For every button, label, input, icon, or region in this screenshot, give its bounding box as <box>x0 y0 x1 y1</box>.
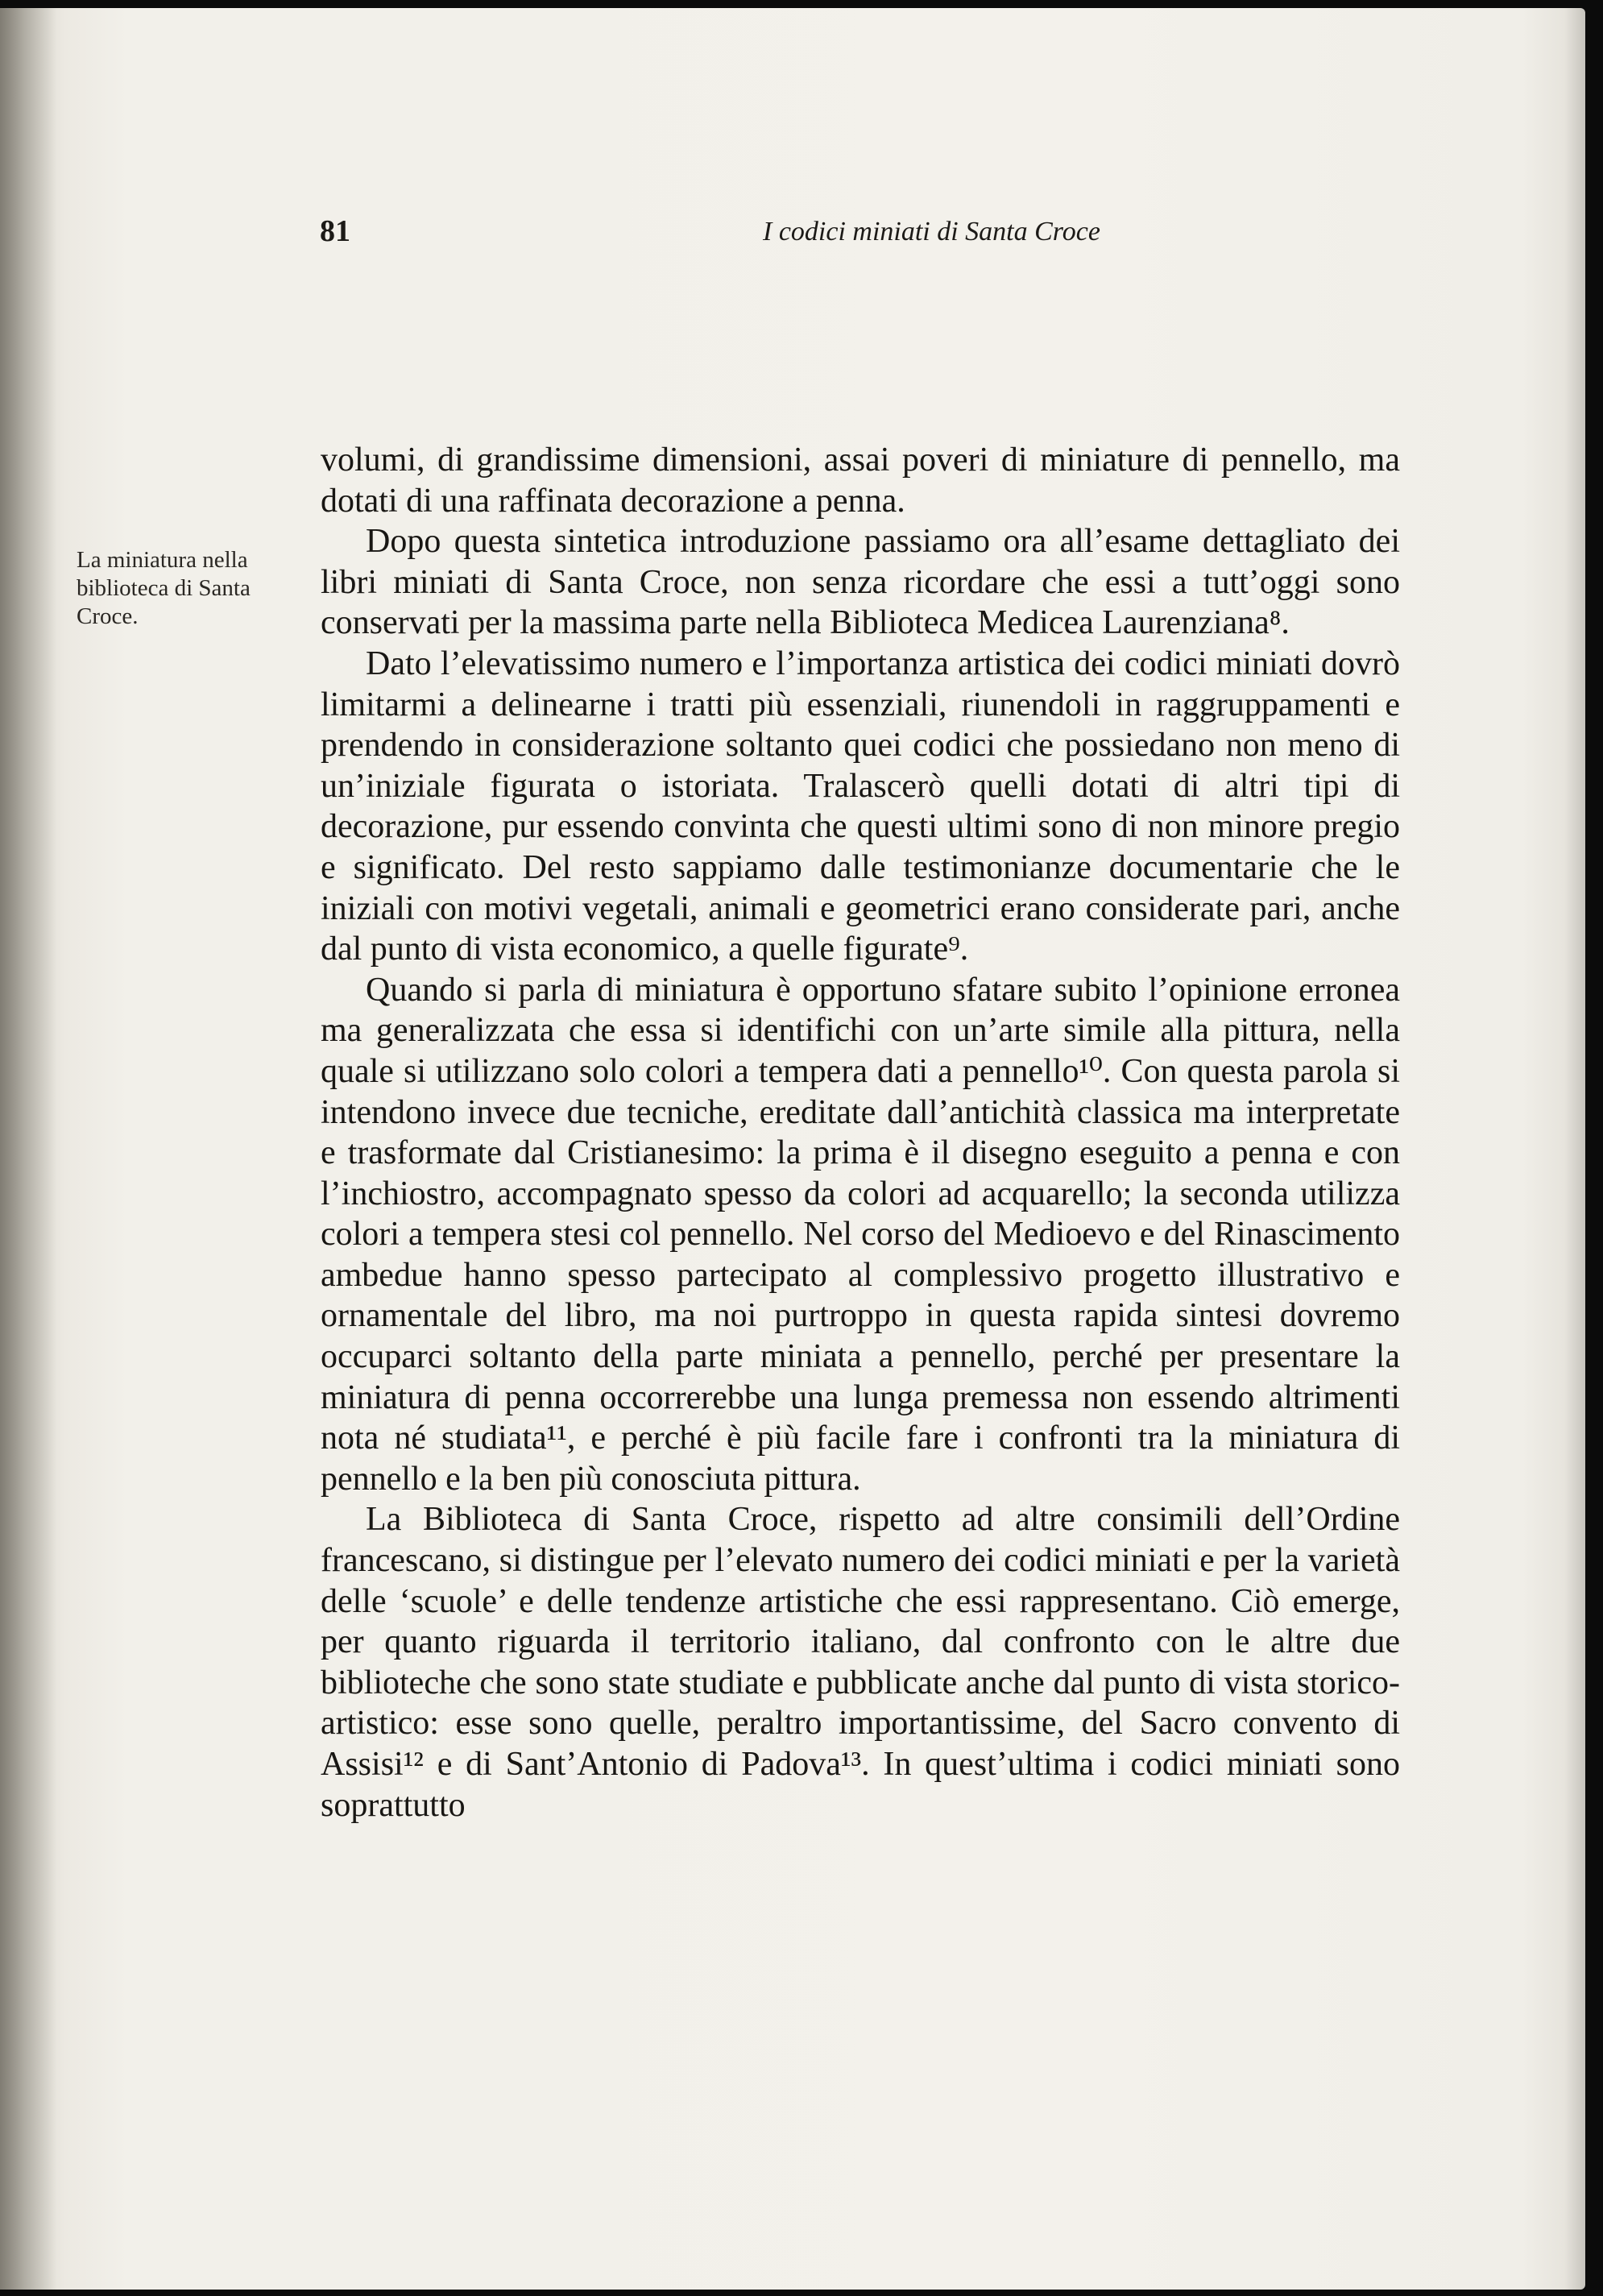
paragraph: Quando si parla di miniatura è opportuno sfatare subito l’opinione erronea ma generalizzata che essa si identifichi con un’arte simile alla pittura, nella quale si utilizzano solo colori a tempera dati a pennello¹⁰. Con questa parola si intendono invece due tecniche, ereditate dall’antichità classica ma interpretate e trasformate dal Cristianesimo: la prima è il disegno eseguito a penna e con l’inchiostro, accompagnato spesso da colori ad acquarello; la seconda utilizza colori a tempera stesi col pennello. Nel corso del Medioevo e del Rinascimento ambedue hanno spesso partecipato al complessivo progetto illustrativo e ornamentale del libro, ma noi purtroppo in questa rapida sintesi dovremo occuparci soltanto della parte miniata a pennello, perché per presentare la miniatura di penna occorrerebbe una lunga premessa non essendo altrimenti nota né studiata¹¹, e perché è più facile fare i confronti tra la miniatura di pennello e la ben più conosciuta pittura. <box>321 971 1400 1498</box>
paragraph: volumi, di grandissime dimensioni, assai poveri di miniature di pennello, ma dotati di una raffinata decorazione a penna. <box>321 441 1400 520</box>
page-edge <box>1564 8 1585 2290</box>
book-page <box>0 8 1585 2290</box>
paragraph: Dopo questa sintetica introduzione passiamo ora all’esame dettagliato dei libri miniati di Santa Croce, non senza ricordare che essi a tutt’oggi sono conservati per la massima parte nella Biblioteca Medicea Laurenziana⁸. <box>321 523 1400 642</box>
paragraph: La Biblioteca di Santa Croce, rispetto ad altre consimili dell’Ordine francescano, si distingue per l’elevato numero dei codici miniati e per la varietà delle ‘scuole’ e delle tendenze artistiche che essi rappresentano. Ciò emerge, per quanto riguarda il territorio italiano, dal confronto con le altre due biblioteche che sono state studiate e pubblicate anche dal punto di vista storico-artistico: esse sono quelle, peraltro importantissime, del Sacro convento di Assisi¹² e di Sant’Antonio di Padova¹³. In quest’ultima i codici miniati sono soprattutto <box>321 1501 1400 1824</box>
paragraph: Dato l’elevatissimo numero e l’importanza artistica dei codici miniati dovrò limitarmi a delinearne i tratti più essenziali, riunendoli in raggruppamenti e prendendo in considerazione soltanto quei codici che possiedano non meno di un’iniziale figurata o istoriata. Tralascerò quelli dotati di altri tipi di decorazione, pur essendo convinta che questi ultimi sono di non minore pregio e significato. Del resto sappiamo dalle testimonianze documentarie che le iniziali con motivi vegetali, animali e geometrici erano considerate pari, anche dal punto di vista economico, a quelle figurate⁹. <box>321 644 1400 968</box>
running-title: I codici miniati di Santa Croce <box>763 217 1100 247</box>
body-text <box>321 440 1400 1826</box>
margin-note: La miniatura nella biblioteca di Santa Croce. <box>77 547 251 629</box>
gutter-shadow <box>0 8 56 2290</box>
page-header <box>320 213 1399 254</box>
page-number: 81 <box>320 214 350 248</box>
